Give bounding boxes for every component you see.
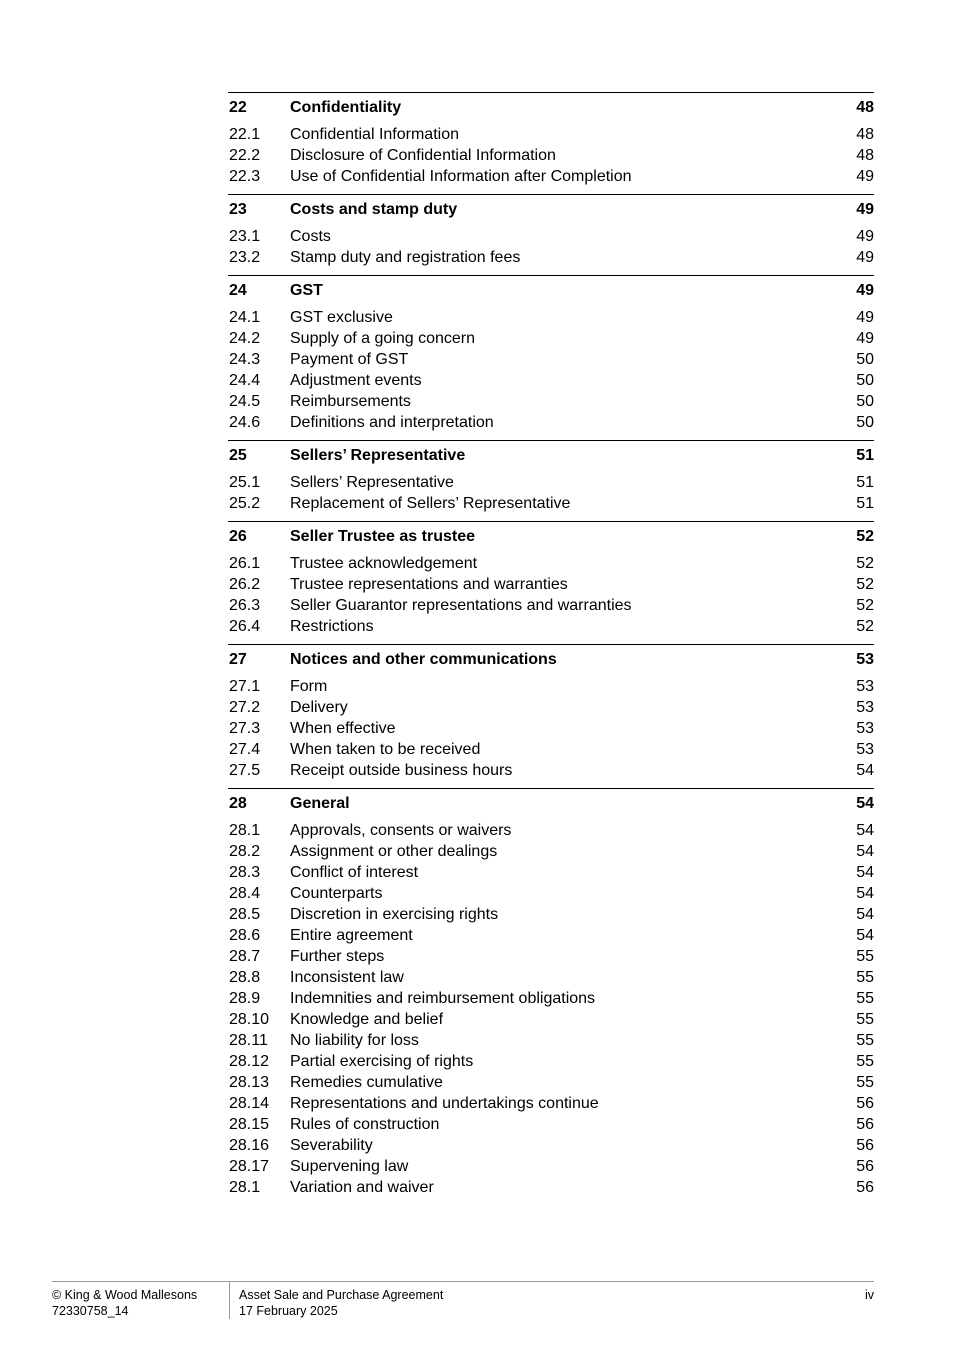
toc-subsection-entry[interactable] <box>228 574 874 595</box>
toc-entry-num: 28.13 <box>229 1074 270 1091</box>
table-of-contents <box>228 92 874 1205</box>
toc-entry-title: Receipt outside business hours <box>290 762 513 779</box>
footer-page-number: iv <box>864 1288 874 1302</box>
toc-subsection-entry[interactable] <box>228 1156 874 1177</box>
toc-subsection-entry[interactable] <box>228 862 874 883</box>
toc-entry-num: 26.1 <box>229 555 261 572</box>
toc-section <box>228 92 874 194</box>
toc-entry-page: 50 <box>856 414 874 431</box>
toc-entry-num: 24.4 <box>229 372 261 389</box>
toc-entry-page: 53 <box>856 720 874 737</box>
toc-entry-title: Confidential Information <box>290 126 459 143</box>
toc-subsection-entry[interactable] <box>228 760 874 781</box>
toc-entry-num: 27 <box>229 651 247 668</box>
toc-entry-num: 28.10 <box>229 1011 270 1028</box>
footer-copyright: © King & Wood Mallesons <box>52 1288 198 1302</box>
toc-entry-page: 56 <box>856 1116 874 1133</box>
toc-subsection-entry[interactable] <box>228 553 874 574</box>
toc-entry-num: 23.1 <box>229 228 261 245</box>
toc-entry-page: 50 <box>856 351 874 368</box>
toc-subsection-entry[interactable] <box>228 166 874 187</box>
toc-subsection-entry[interactable] <box>228 124 874 145</box>
toc-entry-title: Partial exercising of rights <box>290 1053 474 1070</box>
toc-entry-num: 22.2 <box>229 147 261 164</box>
toc-entry-title: Rules of construction <box>290 1116 440 1133</box>
toc-section <box>228 644 874 788</box>
toc-entry-page: 55 <box>856 948 874 965</box>
toc-entry-page: 50 <box>856 372 874 389</box>
toc-subsection-entry[interactable] <box>228 328 874 349</box>
footer-doc-title: Asset Sale and Purchase Agreement <box>239 1288 444 1302</box>
toc-entry-num: 28.12 <box>229 1053 270 1070</box>
toc-subsection-entry[interactable] <box>228 841 874 862</box>
toc-entry-title: Further steps <box>290 948 385 965</box>
toc-entry-page: 55 <box>856 1053 874 1070</box>
toc-subsection-entry[interactable] <box>228 883 874 904</box>
toc-entry-num: 24.6 <box>229 414 261 431</box>
toc-entry-title: Payment of GST <box>290 351 409 368</box>
toc-entry-title: Costs <box>290 228 331 245</box>
toc-entry-title: Conflict of interest <box>290 864 419 881</box>
toc-entry-page: 53 <box>856 741 874 758</box>
toc-entry-num: 28 <box>229 795 247 812</box>
toc-entry-num: 28.8 <box>229 969 261 986</box>
toc-entry-num: 28.15 <box>229 1116 270 1133</box>
toc-entry-page: 54 <box>856 795 874 812</box>
toc-entry-title: GST exclusive <box>290 309 393 326</box>
toc-entry-title: Approvals, consents or waivers <box>290 822 512 839</box>
toc-entry-num: 26.3 <box>229 597 261 614</box>
toc-subsection-entry[interactable] <box>228 820 874 841</box>
toc-entry-num: 27.2 <box>229 699 261 716</box>
page-footer <box>52 1281 874 1318</box>
toc-entry-num: 25.2 <box>229 495 261 512</box>
toc-entry-title: Sellers’ Representative <box>290 447 466 464</box>
toc-entry-page: 51 <box>856 474 874 491</box>
toc-entry-num: 28.11 <box>229 1032 268 1049</box>
toc-entry-title: Seller Guarantor representations and warranties <box>290 597 632 614</box>
toc-section-heading[interactable] <box>228 93 874 123</box>
toc-entry-title: Variation and waiver <box>290 1179 434 1196</box>
toc-entry-title: Reimbursements <box>290 393 411 410</box>
toc-subsection-entry[interactable] <box>228 676 874 697</box>
toc-section <box>228 275 874 440</box>
toc-entry-page: 49 <box>856 168 874 185</box>
toc-section-heading[interactable] <box>228 789 874 819</box>
toc-subsection-entry[interactable] <box>228 307 874 328</box>
toc-entry-page: 52 <box>856 576 874 593</box>
toc-entry-title: Representations and undertakings continue <box>290 1095 599 1112</box>
footer-date: 17 February 2025 <box>239 1304 338 1318</box>
toc-entry-page: 54 <box>856 822 874 839</box>
toc-subsection-entry[interactable] <box>228 697 874 718</box>
toc-subsection-entry[interactable] <box>228 988 874 1009</box>
toc-entry-title: Adjustment events <box>290 372 422 389</box>
toc-entry-num: 28.6 <box>229 927 261 944</box>
toc-entry-num: 28.16 <box>229 1137 270 1154</box>
toc-section-heading[interactable] <box>228 441 874 471</box>
toc-subsection-entry[interactable] <box>228 1093 874 1114</box>
toc-entry-num: 28.4 <box>229 885 261 902</box>
toc-entry-num: 26.2 <box>229 576 261 593</box>
toc-entry-title: Disclosure of Confidential Information <box>290 147 556 164</box>
toc-subsection-entry[interactable] <box>228 1135 874 1156</box>
footer-middle <box>239 1287 443 1319</box>
toc-entry-title: Restrictions <box>290 618 374 635</box>
toc-entry-num: 26 <box>229 528 247 545</box>
toc-entry-num: 25.1 <box>229 474 261 491</box>
toc-entry-title: Supply of a going concern <box>290 330 476 347</box>
toc-subsection-entry[interactable] <box>228 946 874 967</box>
toc-entry-num: 28.1 <box>229 822 261 839</box>
toc-entry-page: 55 <box>856 1032 874 1049</box>
toc-entry-title: When effective <box>290 720 396 737</box>
toc-subsection-entry[interactable] <box>228 349 874 370</box>
toc-entry-num: 22.1 <box>229 126 261 143</box>
toc-entry-page: 52 <box>856 555 874 572</box>
toc-entry-page: 48 <box>856 147 874 164</box>
toc-subsection-entry[interactable] <box>228 1051 874 1072</box>
toc-entry-page: 54 <box>856 885 874 902</box>
toc-entry-title: General <box>290 795 350 812</box>
toc-entry-page: 53 <box>856 651 874 668</box>
toc-subsection-entry[interactable] <box>228 370 874 391</box>
toc-entry-num: 27.5 <box>229 762 261 779</box>
toc-entry-num: 28.17 <box>229 1158 270 1175</box>
toc-section-heading[interactable] <box>228 276 874 306</box>
toc-entry-num: 24 <box>229 282 247 299</box>
toc-entry-page: 52 <box>856 528 874 545</box>
toc-entry-num: 26.4 <box>229 618 261 635</box>
toc-subsection-entry[interactable] <box>228 1072 874 1093</box>
toc-entry-page: 49 <box>856 330 874 347</box>
footer-doc-number: 72330758_14 <box>52 1304 129 1318</box>
toc-subsection-entry[interactable] <box>228 1114 874 1135</box>
toc-entry-num: 22.3 <box>229 168 261 185</box>
toc-section-heading[interactable] <box>228 522 874 552</box>
toc-entry-page: 49 <box>856 282 874 299</box>
toc-entry-num: 28.14 <box>229 1095 270 1112</box>
toc-entry-page: 55 <box>856 969 874 986</box>
toc-entry-page: 54 <box>856 864 874 881</box>
toc-entry-num: 28.9 <box>229 990 261 1007</box>
toc-subsection-entry[interactable] <box>228 412 874 433</box>
toc-entry-page: 49 <box>856 201 874 218</box>
toc-entry-page: 51 <box>856 495 874 512</box>
toc-entry-title: Sellers’ Representative <box>290 474 454 491</box>
toc-entry-page: 49 <box>856 309 874 326</box>
toc-entry-page: 56 <box>856 1158 874 1175</box>
toc-entry-page: 49 <box>856 228 874 245</box>
toc-entry-title: Inconsistent law <box>290 969 404 986</box>
toc-entry-title: Discretion in exercising rights <box>290 906 499 923</box>
toc-entry-title: Replacement of Sellers’ Representative <box>290 495 571 512</box>
toc-subsection-entry[interactable] <box>228 925 874 946</box>
toc-entry-title: Knowledge and belief <box>290 1011 444 1028</box>
toc-entry-page: 54 <box>856 843 874 860</box>
toc-entry-title: Severability <box>290 1137 373 1154</box>
toc-entry-num: 28.5 <box>229 906 261 923</box>
toc-entry-num: 28.7 <box>229 948 261 965</box>
toc-entry-title: Entire agreement <box>290 927 413 944</box>
toc-section <box>228 788 874 1205</box>
toc-entry-page: 56 <box>856 1095 874 1112</box>
toc-entry-page: 54 <box>856 906 874 923</box>
toc-entry-num: 24.1 <box>229 309 261 326</box>
toc-entry-page: 55 <box>856 1074 874 1091</box>
toc-entry-num: 25 <box>229 447 247 464</box>
toc-entry-page: 56 <box>856 1179 874 1196</box>
toc-entry-page: 49 <box>856 249 874 266</box>
toc-entry-page: 54 <box>856 762 874 779</box>
toc-entry-num: 24.2 <box>229 330 261 347</box>
toc-entry-num: 22 <box>229 99 247 116</box>
toc-subsection-entry[interactable] <box>228 493 874 514</box>
toc-section <box>228 194 874 275</box>
toc-entry-title: Indemnities and reimbursement obligations <box>290 990 596 1007</box>
toc-entry-title: Trustee acknowledgement <box>290 555 478 572</box>
toc-entry-title: Form <box>290 678 328 695</box>
toc-entry-page: 53 <box>856 699 874 716</box>
toc-subsection-entry[interactable] <box>228 595 874 616</box>
toc-entry-title: Stamp duty and registration fees <box>290 249 521 266</box>
toc-entry-num: 24.5 <box>229 393 261 410</box>
toc-subsection-entry[interactable] <box>228 739 874 760</box>
toc-entry-num: 24.3 <box>229 351 261 368</box>
toc-entry-title: Delivery <box>290 699 348 716</box>
toc-subsection-entry[interactable] <box>228 1030 874 1051</box>
toc-subsection-entry[interactable] <box>228 904 874 925</box>
toc-entry-page: 52 <box>856 618 874 635</box>
toc-section <box>228 440 874 521</box>
toc-entry-num: 27.3 <box>229 720 261 737</box>
toc-entry-title: Counterparts <box>290 885 383 902</box>
toc-subsection-entry[interactable] <box>228 226 874 247</box>
toc-entry-page: 52 <box>856 597 874 614</box>
toc-subsection-entry[interactable] <box>228 967 874 988</box>
toc-entry-num: 23.2 <box>229 249 261 266</box>
toc-entry-title: Assignment or other dealings <box>290 843 498 860</box>
toc-entry-title: GST <box>290 282 323 299</box>
toc-subsection-entry[interactable] <box>228 1009 874 1030</box>
toc-entry-title: When taken to be received <box>290 741 481 758</box>
toc-section <box>228 521 874 644</box>
toc-entry-page: 54 <box>856 927 874 944</box>
footer-left <box>52 1287 229 1319</box>
toc-subsection-entry[interactable] <box>228 472 874 493</box>
toc-entry-page: 50 <box>856 393 874 410</box>
toc-entry-title: Supervening law <box>290 1158 409 1175</box>
toc-subsection-entry[interactable] <box>228 1177 874 1198</box>
toc-entry-num: 27.1 <box>229 678 261 695</box>
toc-entry-page: 55 <box>856 1011 874 1028</box>
toc-entry-title: Use of Confidential Information after Completion <box>290 168 632 185</box>
toc-entry-title: Costs and stamp duty <box>290 201 458 218</box>
toc-entry-title: Definitions and interpretation <box>290 414 494 431</box>
toc-subsection-entry[interactable] <box>228 247 874 268</box>
toc-entry-num: 28.2 <box>229 843 261 860</box>
toc-entry-title: Remedies cumulative <box>290 1074 443 1091</box>
toc-entry-title: Notices and other communications <box>290 651 557 668</box>
toc-subsection-entry[interactable] <box>228 718 874 739</box>
toc-subsection-entry[interactable] <box>228 616 874 637</box>
toc-entry-page: 48 <box>856 99 874 116</box>
toc-subsection-entry[interactable] <box>228 145 874 166</box>
toc-entry-title: Seller Trustee as trustee <box>290 528 475 545</box>
footer-divider <box>229 1282 230 1319</box>
toc-section-heading[interactable] <box>228 645 874 675</box>
toc-entry-num: 28.3 <box>229 864 261 881</box>
toc-subsection-entry[interactable] <box>228 391 874 412</box>
toc-section-heading[interactable] <box>228 195 874 225</box>
toc-entry-page: 51 <box>856 447 874 464</box>
toc-entry-page: 55 <box>856 990 874 1007</box>
toc-entry-page: 53 <box>856 678 874 695</box>
toc-entry-title: Trustee representations and warranties <box>290 576 568 593</box>
toc-entry-page: 56 <box>856 1137 874 1154</box>
toc-entry-num: 28.1 <box>229 1179 261 1196</box>
toc-entry-num: 23 <box>229 201 247 218</box>
toc-entry-page: 48 <box>856 126 874 143</box>
toc-entry-title: No liability for loss <box>290 1032 419 1049</box>
toc-entry-title: Confidentiality <box>290 99 402 116</box>
toc-entry-num: 27.4 <box>229 741 261 758</box>
